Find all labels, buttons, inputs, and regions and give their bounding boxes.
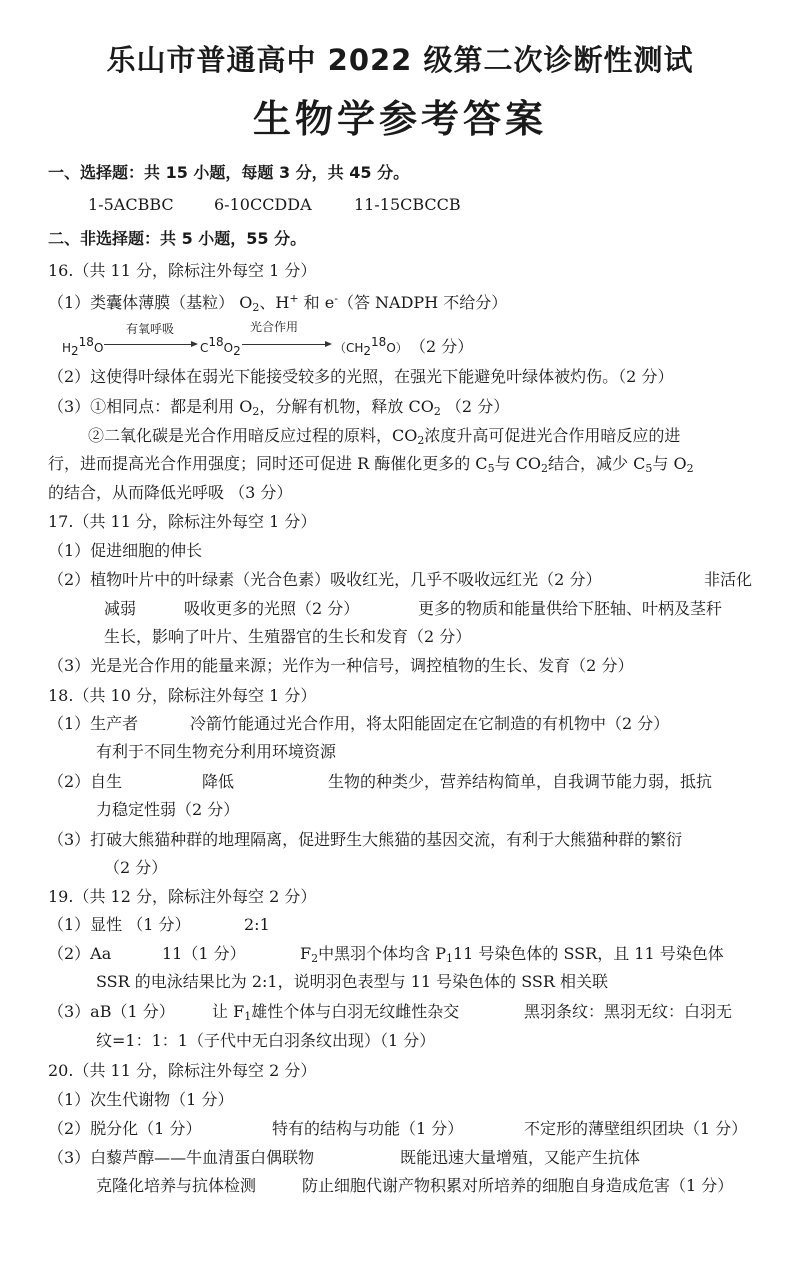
q20-answer-3a: （3）白藜芦醇——牛血清蛋白偶联物 — [48, 1148, 315, 1167]
q18-answer-1a: （1）生产者 — [48, 714, 139, 733]
mc-answers-1-5: 1-5ACBBC — [88, 195, 174, 214]
q17-answer-2-line1a: （2）植物叶片中的叶绿素（光合色素）吸收红光，几乎不吸收远红光（2 分） — [48, 570, 602, 589]
q16-answer-3-line2: ②二氧化碳是光合作用暗反应过程的原料，$CO_2$浓度升高可促进光合作用暗反应的进 — [88, 426, 681, 447]
q20-answer-3c: 克隆化培养与抗体检测 — [96, 1176, 257, 1195]
q20-heading: 20.（共 11 分，除标注外每空 2 分） — [48, 1061, 317, 1080]
q16-answer-3-line1: （3）①相同点：都是利用 $O_2$，分解有机物，释放 $CO_2$ （2 分） — [48, 397, 510, 418]
mc-answers-11-15: 11-15CBCCB — [354, 195, 461, 214]
q19-answer-1b: 2:1 — [244, 915, 270, 934]
eq-carbohydrate: （CH218O） — [334, 335, 408, 358]
q16-answer-2: （2）这使得叶绿体在弱光下能接受较多的光照，在强光下能避免叶绿体被灼伤。（2 分） — [48, 367, 674, 386]
q19-heading: 19.（共 12 分，除标注外每空 2 分） — [48, 887, 317, 906]
arrow-respiration — [104, 344, 196, 345]
q18-answer-3a: （3）打破大熊猫种群的地理隔离，促进野生大熊猫的基因交流，有利于大熊猫种群的繁衍 — [48, 830, 683, 849]
page-title: 生物学参考答案 — [252, 97, 547, 141]
q16-answer-3-line4: 的结合，从而降低光呼吸 （3 分） — [48, 483, 293, 502]
exam-title: 乐山市普通高中 2022 级第二次诊断性测试 — [106, 43, 694, 77]
q18-answer-3b: （2 分） — [104, 858, 168, 877]
q17-answer-1: （1）促进细胞的伸长 — [48, 541, 203, 560]
q20-answer-3d: 防止细胞代谢产物积累对所培养的细胞自身造成危害（1 分） — [302, 1176, 734, 1195]
q17-answer-2-line2c: 更多的物质和能量供给下胚轴、叶柄及茎秆 — [418, 599, 723, 618]
q16-answer-1: （1）类囊体薄膜（基粒） $O_2$、H+ 和 e-（答 NADPH 不给分） — [48, 292, 508, 314]
eq-co2: C18O2 — [200, 335, 241, 358]
q19-answer-1a: （1）显性 （1 分） — [48, 915, 191, 934]
q19-answer-3c: 黑羽条纹：黑羽无纹：白羽无 — [524, 1002, 733, 1021]
q16-eq-score: （2 分） — [410, 337, 474, 356]
q19-answer-3d: 纹=1：1：1（子代中无白羽条纹出现）（1 分） — [96, 1031, 436, 1050]
q18-answer-2c: 生物的种类少，营养结构简单，自我调节能力弱，抵抗 — [328, 772, 713, 791]
arrow1-label: 有氧呼吸 — [126, 322, 175, 336]
mc-answers-6-10: 6-10CCDDA — [214, 195, 312, 214]
q19-answer-2a: （2）Aa — [48, 944, 112, 963]
q18-answer-1b: 冷箭竹能通过光合作用，将太阳能固定在它制造的有机物中（2 分） — [190, 714, 670, 733]
q18-answer-2a: （2）自生 — [48, 772, 123, 791]
q17-answer-2-line2a: 减弱 — [104, 599, 137, 618]
q19-answer-2d: SSR 的电泳结果比为 2:1，说明羽色表型与 11 号染色体的 SSR 相关联 — [96, 972, 609, 991]
q18-answer-2b: 降低 — [202, 772, 235, 791]
section1-heading: 一、选择题：共 15 小题，每题 3 分，共 45 分。 — [48, 163, 410, 182]
q16-answer-3-line3: 行，进而提高光合作用强度；同时还可促进 R 酶催化更多的 $C_5$与 $CO_2$结合，减少 $C_5$与 $O_2$ — [48, 454, 694, 475]
q17-answer-2-line1b: 非活化 — [704, 570, 753, 589]
arrow-photosynthesis — [242, 344, 330, 345]
q17-heading: 17.（共 11 分，除标注外每空 1 分） — [48, 512, 317, 531]
q19-answer-3b: 让 $F_1$雄性个体与白羽无纹雌性杂交 — [212, 1002, 460, 1023]
q20-answer-1: （1）次生代谢物（1 分） — [48, 1090, 234, 1109]
eq-water: H218O — [62, 335, 104, 358]
q20-answer-2a: （2）脱分化（1 分） — [48, 1119, 202, 1138]
q17-answer-2-line3: 生长，影响了叶片、生殖器官的生长和发育（2 分） — [104, 627, 472, 646]
q17-answer-2-line2b: 吸收更多的光照（2 分） — [184, 599, 360, 618]
q16-heading: 16.（共 11 分，除标注外每空 1 分） — [48, 261, 317, 280]
q20-answer-2c: 不定形的薄壁组织团块（1 分） — [524, 1119, 748, 1138]
q18-answer-1c: 有利于不同生物充分利用环境资源 — [96, 742, 337, 761]
q19-answer-2b: 11（1 分） — [162, 944, 246, 963]
q19-answer-3a: （3）aB（1 分） — [48, 1002, 175, 1021]
section2-heading: 二、非选择题：共 5 小题，55 分。 — [48, 229, 307, 248]
q18-answer-2d: 力稳定性弱（2 分） — [96, 800, 240, 819]
q17-answer-3: （3）光是光合作用的能量来源；光作为一种信号，调控植物的生长、发育（2 分） — [48, 656, 634, 675]
arrow2-label: 光合作用 — [250, 320, 299, 334]
q18-heading: 18.（共 10 分，除标注外每空 1 分） — [48, 686, 317, 705]
q20-answer-3b: 既能迅速大量增殖，又能产生抗体 — [400, 1148, 641, 1167]
q19-answer-2c: $F_2$中黑羽个体均含 $P_111$ 号染色体的 SSR，且 11 号染色体 — [300, 944, 724, 965]
q20-answer-2b: 特有的结构与功能（1 分） — [272, 1119, 464, 1138]
